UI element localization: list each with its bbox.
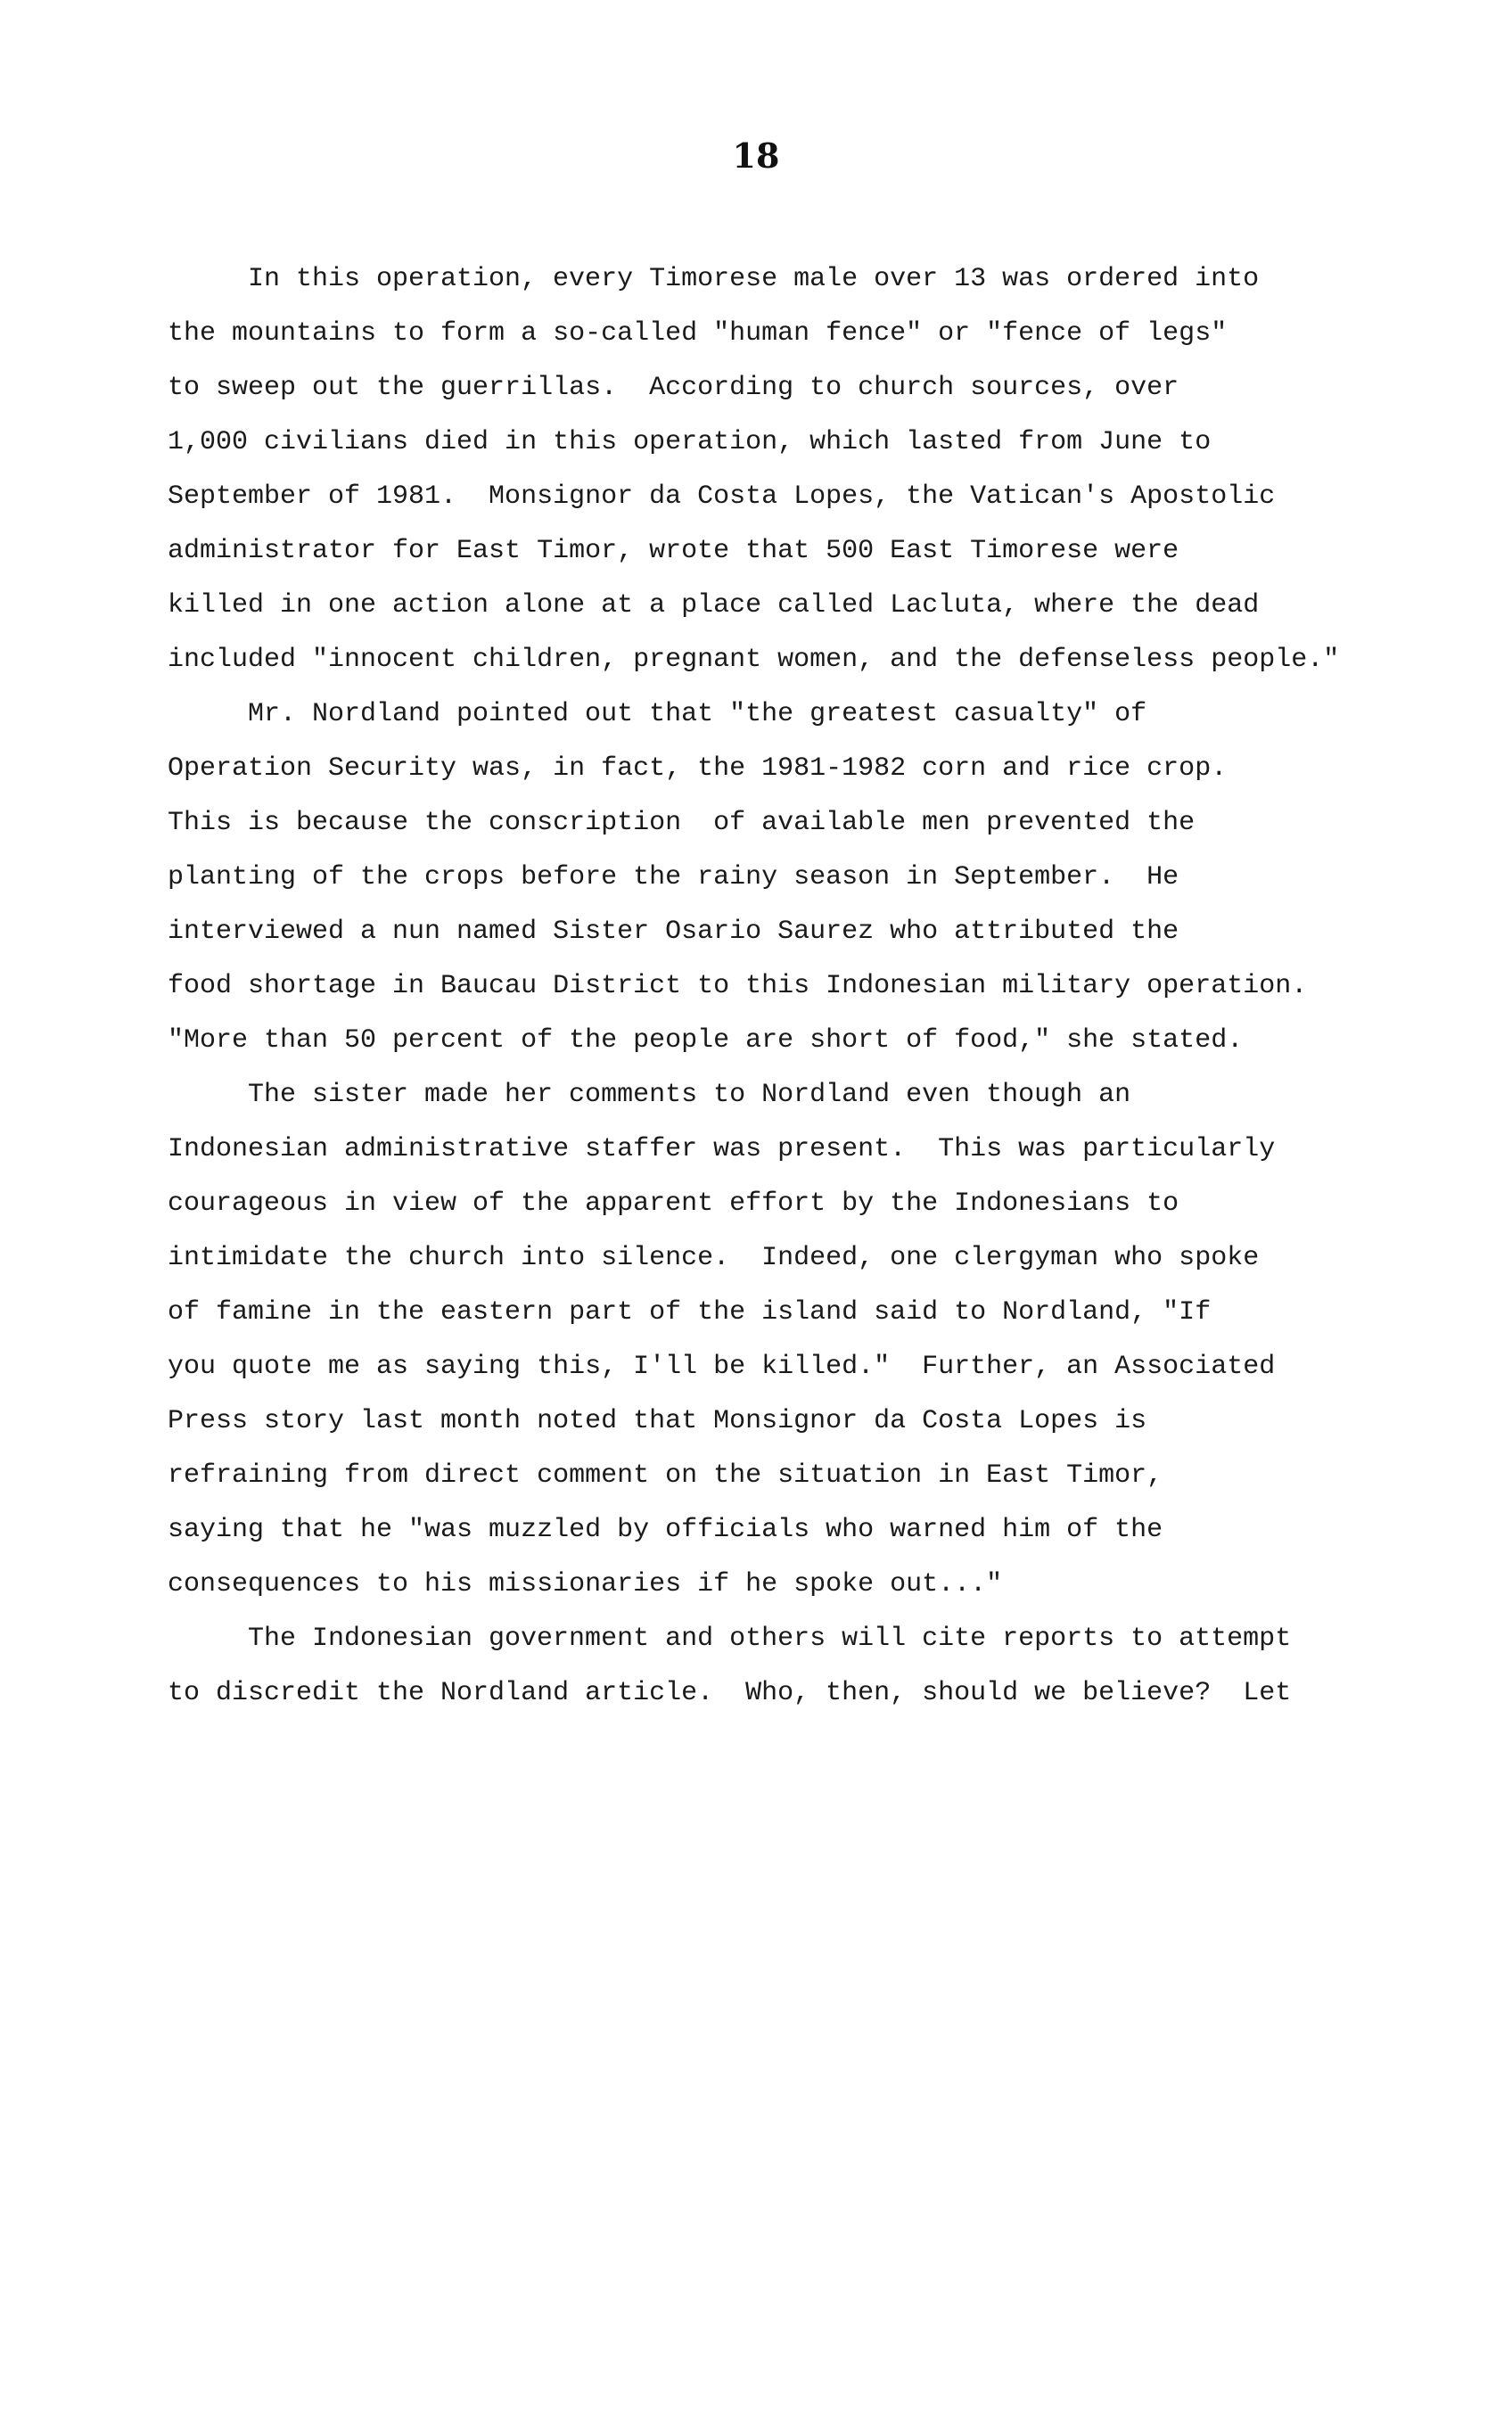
text-line: you quote me as saying this, I'll be killed." Further, an Associated <box>168 1352 1276 1382</box>
text-line: to discredit the Nordland article. Who, then, should we believe? Let <box>168 1678 1292 1708</box>
text-line: courageous in view of the apparent effort by the Indonesians to <box>168 1188 1179 1219</box>
text-line: Press story last month noted that Monsignor da Costa Lopes is <box>168 1406 1147 1436</box>
text-line: included "innocent children, pregnant women, and the defenseless people." <box>168 645 1340 675</box>
text-line: Indonesian administrative staffer was present. This was particularly <box>168 1134 1276 1164</box>
text-line: Mr. Nordland pointed out that "the greatest casualty" of <box>248 699 1147 729</box>
text-line: food shortage in Baucau District to this Indonesian military operation. <box>168 971 1308 1001</box>
text-line: the mountains to form a so-called "human fence" or "fence of legs" <box>168 318 1228 349</box>
text-line: Operation Security was, in fact, the 1981-1982 corn and rice crop. <box>168 753 1228 784</box>
text-line: consequences to his missionaries if he spoke out..." <box>168 1569 1003 1599</box>
text-line: to sweep out the guerrillas. According to church sources, over <box>168 373 1179 403</box>
text-line: of famine in the eastern part of the island said to Nordland, "If <box>168 1297 1212 1328</box>
page-number: 18 <box>732 136 780 176</box>
text-line: planting of the crops before the rainy season in September. He <box>168 862 1179 892</box>
text-line: September of 1981. Monsignor da Costa Lopes, the Vatican's Apostolic <box>168 481 1276 512</box>
text-line: intimidate the church into silence. Indeed, one clergyman who spoke <box>168 1243 1260 1273</box>
text-line: saying that he "was muzzled by officials who warned him of the <box>168 1515 1163 1545</box>
text-line: 1,000 civilians died in this operation, which lasted from June to <box>168 427 1212 457</box>
text-line: killed in one action alone at a place called Lacluta, where the dead <box>168 590 1260 621</box>
text-line: The Indonesian government and others will cite reports to attempt <box>248 1624 1292 1654</box>
text-line: administrator for East Timor, wrote that 500 East Timorese were <box>168 536 1179 566</box>
text-line: refraining from direct comment on the situation in East Timor, <box>168 1460 1163 1491</box>
text-line: The sister made her comments to Nordland even though an <box>248 1080 1131 1110</box>
body-text <box>168 252 1416 1721</box>
text-line: "More than 50 percent of the people are short of food," she stated. <box>168 1025 1244 1056</box>
text-line: This is because the conscription of available men prevented the <box>168 808 1196 838</box>
text-line: interviewed a nun named Sister Osario Saurez who attributed the <box>168 917 1179 947</box>
text-line: In this operation, every Timorese male over 13 was ordered into <box>248 264 1260 294</box>
